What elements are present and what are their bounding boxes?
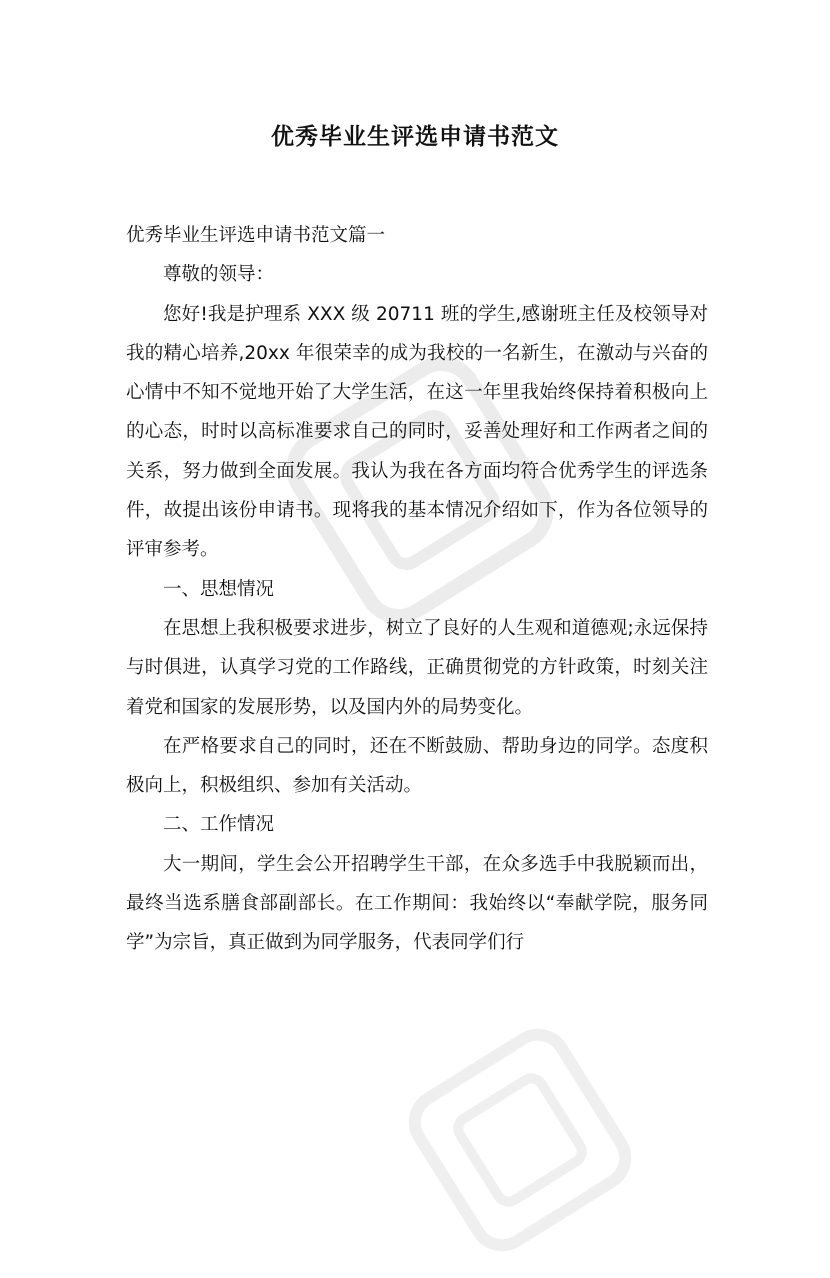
subheading-thought: 一、思想情况 xyxy=(163,578,275,600)
paragraph: 在严格要求自己的同时，还在不断鼓励、帮助身边的同学。态度积极向上，积极组织、参加有关活动。 xyxy=(126,735,708,797)
salutation: 尊敬的领导： xyxy=(163,264,275,286)
watermark-logo xyxy=(382,1002,658,1278)
paragraph: 您好!我是护理系 XXX 级 20711 班的学生,感谢班主任及校领导对我的精心培养,20xx 年很荣幸的成为我校的一名新生，在激动与兴奋的心情中不知不觉地开始了大学生活，在这一年里我始终保持着积极向上的心态，时时以高标准要求自己的同时，妥善处理好和工作两者之间的关系，努力做到全面发展。我认为我在各方面均符合优秀学生的评选条件，故提出该份申请书。现将我的基本情况介绍如下，作为各位领导的评审参考。 xyxy=(126,303,708,561)
paragraph: 在思想上我积极要求进步，树立了良好的人生观和道德观;永远保持与时俱进，认真学习党的工作路线，正确贯彻党的方针政策，时刻关注着党和国家的发展形势，以及国内外的局势变化。 xyxy=(126,617,708,718)
document-body xyxy=(126,216,708,963)
subheading-work: 二、工作情况 xyxy=(163,814,275,836)
paragraph: 大一期间，学生会公开招聘学生干部，在众多选手中我脱颖而出，最终当选系膳食部副部长。在工作期间：我始终以“奉献学院，服务同学”为宗旨，真正做到为同学服务，代表同学们行 xyxy=(126,853,708,954)
section-heading: 优秀毕业生评选申请书范文篇一 xyxy=(126,225,386,246)
document-title: 优秀毕业生评选申请书范文 xyxy=(271,124,559,150)
